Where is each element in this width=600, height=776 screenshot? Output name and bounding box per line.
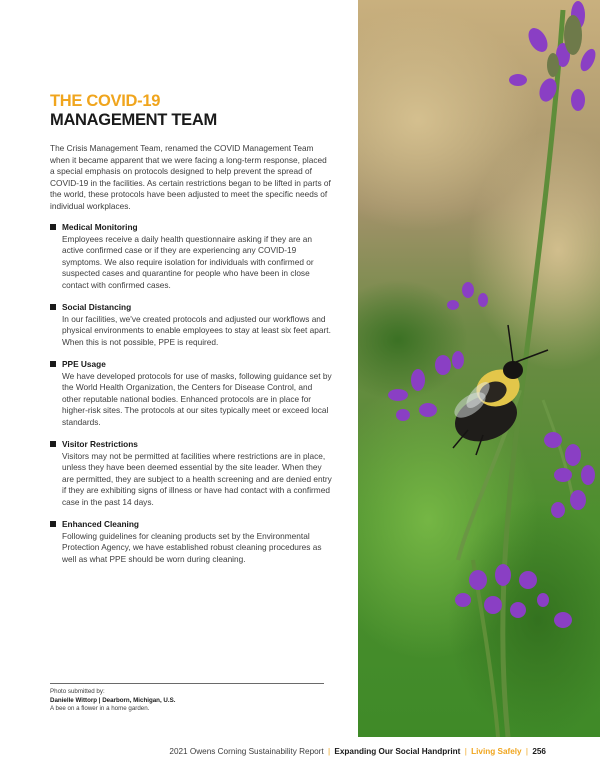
item-body: In our facilities, we've created protocols and adjusted our workflows and physical environments to enable employees to stay at least six feet apart. When this is not possible, PPE is required. bbox=[62, 313, 331, 347]
item-body: Visitors may not be permitted at facilities where restrictions are in place, unless they have been deemed essential by the site leader. When they are permitted, they are subject to a health screening and are denied entry if they are exhibiting signs of illness or have had contact with a confirmed case in the past 14 days. bbox=[62, 450, 332, 507]
caption-divider bbox=[50, 683, 324, 684]
caption-label: Photo submitted by: bbox=[50, 688, 105, 695]
item-body: Employees receive a daily health questionnaire asking if they are an active confirmed case or if they are experiencing any COVID-19 symptoms. We also require isolation for individuals with confirmed or suspected cases and quarantine for people who have been in close contact with confirmed cases. bbox=[62, 233, 314, 290]
heading-line-1: THE COVID-19 bbox=[50, 92, 161, 110]
heading-line-2: MANAGEMENT TEAM bbox=[50, 111, 217, 129]
item-title: Social Distancing bbox=[62, 302, 132, 312]
square-bullet-icon bbox=[50, 521, 56, 527]
list-item bbox=[50, 222, 332, 291]
photo-caption bbox=[50, 688, 330, 714]
item-body: We have developed protocols for use of masks, following guidance set by the World Health Organization, the Centers for Disease Control, and other reputable national bodies. Enhanced protocols are in place for higher-risk sites. The protocols at our sites typically meet or exceed local standards. bbox=[62, 370, 332, 427]
page-number: 256 bbox=[532, 747, 546, 756]
caption-description: A bee on a flower in a home garden. bbox=[50, 705, 150, 713]
square-bullet-icon bbox=[50, 441, 56, 447]
footer-section: Expanding Our Social Handprint bbox=[334, 747, 461, 756]
list-item bbox=[50, 359, 332, 428]
footer-report-title: 2021 Owens Corning Sustainability Report bbox=[169, 747, 324, 756]
square-bullet-icon bbox=[50, 304, 56, 310]
square-bullet-icon bbox=[50, 361, 56, 367]
intro-paragraph: The Crisis Management Team, renamed the COVID Management Team when it became apparent that we were facing a long-term response, placed a special emphasis on protocols designed to help prevent the spread of COVID-19 in the facilities. As certain restrictions began to be lifted in parts of the world, these protocols have been adjusted to meet the specific needs of individual workplaces. bbox=[50, 143, 331, 211]
item-body: Following guidelines for cleaning products set by the Environmental Protection Agency, we have established robust cleaning procedures as well as what PPE should be worn during cleaning. bbox=[62, 530, 322, 564]
bee-on-flower-photo bbox=[358, 0, 600, 737]
item-title: Medical Monitoring bbox=[62, 222, 138, 232]
list-item bbox=[50, 439, 332, 508]
footer-separator: | bbox=[327, 747, 331, 756]
protocol-list bbox=[50, 222, 332, 576]
item-title: Visitor Restrictions bbox=[62, 439, 138, 449]
item-title: PPE Usage bbox=[62, 359, 106, 369]
list-item bbox=[50, 302, 332, 348]
footer-separator: | bbox=[464, 747, 467, 756]
item-title: Enhanced Cleaning bbox=[62, 519, 139, 529]
list-item bbox=[50, 519, 332, 565]
footer-separator: | bbox=[525, 747, 529, 756]
page-footer bbox=[169, 747, 546, 756]
caption-photographer: Danielle Wittorp | Dearborn, Michigan, U.S. bbox=[50, 696, 176, 704]
section-heading bbox=[50, 92, 340, 130]
footer-subsection: Living Safely bbox=[471, 747, 522, 756]
square-bullet-icon bbox=[50, 224, 56, 230]
